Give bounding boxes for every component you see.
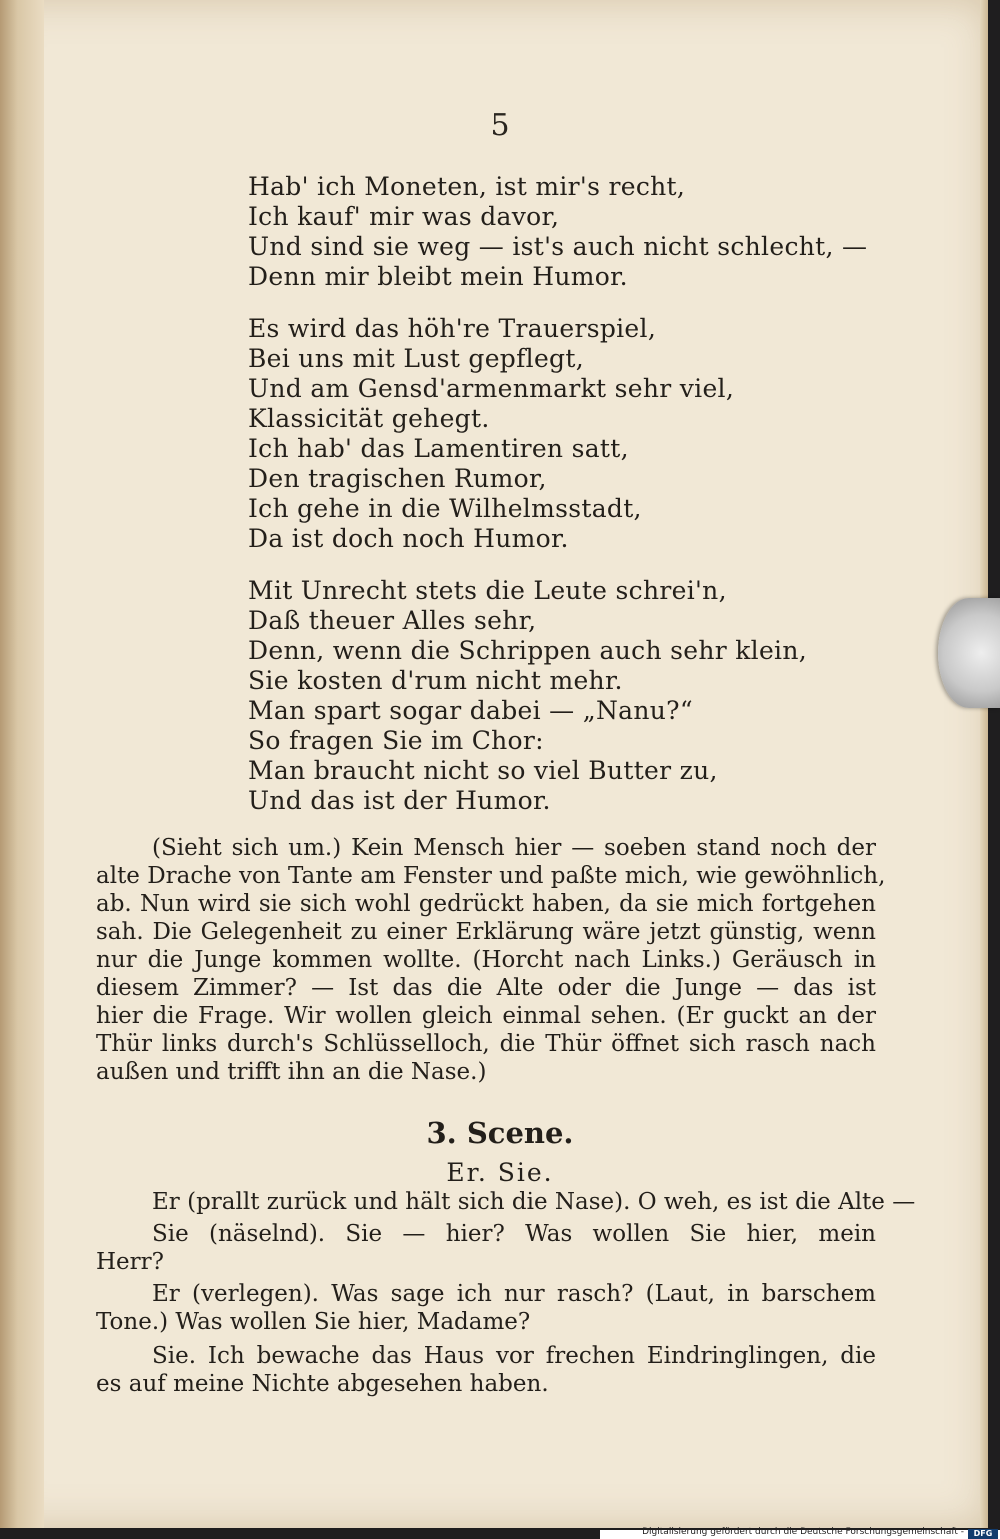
prose-line: außen und trifft ihn an die Nase.) [96,1059,487,1085]
scene-characters: Er. Sie. [446,1158,554,1187]
prose-line: ab. Nun wird sie sich wohl gedrückt haben, da sie mich fortgehen [96,891,876,917]
dialogue-line: Tone.) Was wollen Sie hier, Madame? [96,1309,531,1335]
verse-line: Den tragischen Rumor, [248,464,547,493]
verse-line: Klassicität gehegt. [248,404,490,433]
prose-line: diesem Zimmer? — Ist das die Alte oder die Junge — das ist [96,975,876,1001]
verse-line: Sie kosten d'rum nicht mehr. [248,666,623,695]
page-right-edge [980,0,988,1528]
dialogue-line: Sie (näselnd). Sie — hier? Was wollen Sie hier, mein [152,1221,876,1247]
footer-text: Digitalisierung gefördert durch die Deutsche Forschungsgemeinschaft - [642,1527,964,1537]
verse-line: Denn, wenn die Schrippen auch sehr klein, [248,636,808,665]
verse-line: Und sind sie weg — ist's auch nicht schlecht, — [248,232,868,261]
prose-line: sah. Die Gelegenheit zu einer Erklärung wäre jetzt günstig, wenn [96,919,876,945]
verse-line: Bei uns mit Lust gepflegt, [248,344,584,373]
dialogue-line: Er (verlegen). Was sage ich nur rasch? (Laut, in barschem [152,1281,876,1307]
dfg-logo: DFG [968,1529,998,1539]
page-gutter-edge [0,0,44,1528]
dialogue-line: es auf meine Nichte abgesehen haben. [96,1371,549,1397]
verse-line: Man spart sogar dabei — „Nanu?“ [248,696,693,725]
dialogue-line: Sie. Ich bewache das Haus vor frechen Eindringlingen, die [152,1343,876,1369]
dialogue-line: Herr? [96,1249,164,1275]
verse-line: So fragen Sie im Chor: [248,726,544,755]
prose-line: Thür links durch's Schlüsselloch, die Thür öffnet sich rasch nach [96,1031,876,1057]
verse-line: Ich kauf' mir was davor, [248,202,560,231]
scene-heading: 3. Scene. [426,1116,574,1150]
verse-line: Da ist doch noch Humor. [248,524,569,553]
prose-line: (Sieht sich um.) Kein Mensch hier — soeben stand noch der [152,835,876,861]
verse-line: Ich hab' das Lamentiren satt, [248,434,629,463]
page-number: 5 [490,108,510,143]
verse-line: Hab' ich Moneten, ist mir's recht, [248,172,686,201]
verse-line: Es wird das höh're Trauerspiel, [248,314,657,343]
verse-line: Und das ist der Humor. [248,786,551,815]
verse-line: Ich gehe in die Wilhelmsstadt, [248,494,642,523]
verse-line: Man braucht nicht so viel Butter zu, [248,756,718,785]
verse-line: Und am Gensd'armenmarkt sehr viel, [248,374,735,403]
digitization-footer [600,1527,1000,1539]
prose-line: alte Drache von Tante am Fenster und paßte mich, wie gewöhnlich, [96,863,886,889]
verse-line: Daß theuer Alles sehr, [248,606,537,635]
verse-line: Mit Unrecht stets die Leute schrei'n, [248,576,727,605]
prose-line: hier die Frage. Wir wollen gleich einmal sehen. (Er guckt an der [96,1003,876,1029]
dialogue-line: Er (prallt zurück und hält sich die Nase). O weh, es ist die Alte — [152,1189,916,1215]
prose-line: nur die Junge kommen wollte. (Horcht nach Links.) Geräusch in [96,947,876,973]
thumb-index-tab [938,598,1000,708]
verse-line: Denn mir bleibt mein Humor. [248,262,628,291]
